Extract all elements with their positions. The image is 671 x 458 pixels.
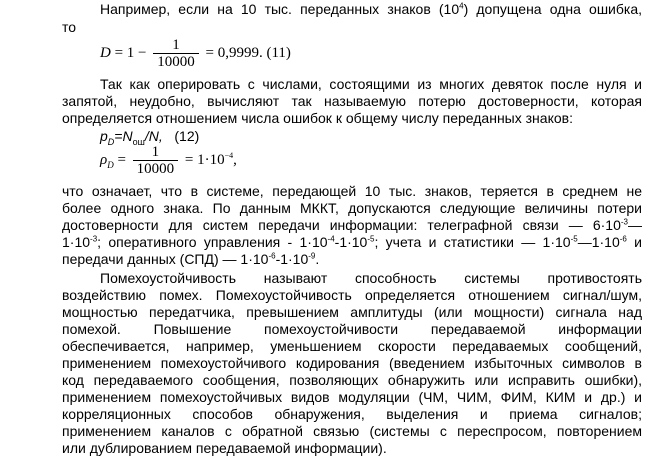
para3-line-3: мощностью передатчика, превышением амплитуды (или мощности) сигнала над	[62, 304, 642, 320]
para2-line-3: достоверности для систем передачи информации: телеграфной связи — $6\cdot 10^{-3}—$	[62, 217, 642, 233]
formula-12-numeric: $\rho_D$ = $\frac{1}{10000}$ = $1\cdot 10^{-4}$,	[100, 144, 237, 177]
formula-12: $p_D=N_{ош}/N$, (12)	[100, 128, 200, 147]
para2-line-2: более одного знака. По данным МККТ, допускаются следующие величины потери	[62, 200, 642, 216]
intro-line-2: то	[62, 19, 77, 35]
para3-line-5: обеспечивается, например, уменьшением скорости передаваемых сообщений,	[62, 338, 642, 354]
para1-line-3: определяется отношением числа ошибок к общему числу переданных знаков:	[62, 110, 573, 126]
para1-line-2: запятой, неудобно, вычисляют так называемую потерю достоверности, которая	[62, 93, 642, 109]
para2-line-1: что означает, что в системе, передающей 10 тыс. знаков, теряется в среднем не	[62, 183, 642, 199]
para3-line-2: воздействию помех. Помехоустойчивость определяется отношением сигнал/шум,	[62, 287, 642, 303]
formula-11: D = 1 − $\frac{1}{10000}$ = 0,9999. (11)	[100, 37, 291, 70]
para3-line-6: применением помехоустойчивого кодирования (введением избыточных символов в	[62, 355, 642, 371]
para3-line-1: Помехоустойчивость называют способность системы противостоять	[100, 270, 642, 286]
para3-line-7: код передаваемого сообщения, позволяющих обнаружить или исправить ошибки),	[62, 372, 642, 388]
para3-line-10: применением каналов с обратной связью (системы с переспросом, повторением	[62, 423, 642, 439]
intro-line-1: Например, если на 10 тыс. переданных знаков $(10^4)$ допущена одна ошибка,	[100, 1, 642, 17]
para1-line-1: Так как оперировать с числами, состоящими из многих девяток после нуля и	[100, 76, 642, 92]
para2-line-4: $1\cdot 10^{-3}$; оперативного управления - $1\cdot 10^{-4}-1\cdot 10^{-5}$; учета и статистики — $1\cdot 10^{-5}—1\cdot 10^{-6}$ и	[62, 234, 642, 250]
para3-line-11: или дублированием передаваемой информации).	[62, 440, 387, 456]
para3-line-9: корреляционных способов обнаружения, выделения и приема сигналов;	[62, 406, 642, 422]
para3-line-4: помехой. Повышение помехоустойчивости передаваемой информации	[62, 321, 642, 337]
para2-line-5: передачи данных (СПД) — $1\cdot 10^{-6}-1\cdot 10^{-9}$.	[62, 251, 320, 267]
para3-line-8: применением помехоустойчивых видов модуляции (ЧМ, ЧИМ, ФИМ, КИМ и др.) и	[62, 389, 642, 405]
